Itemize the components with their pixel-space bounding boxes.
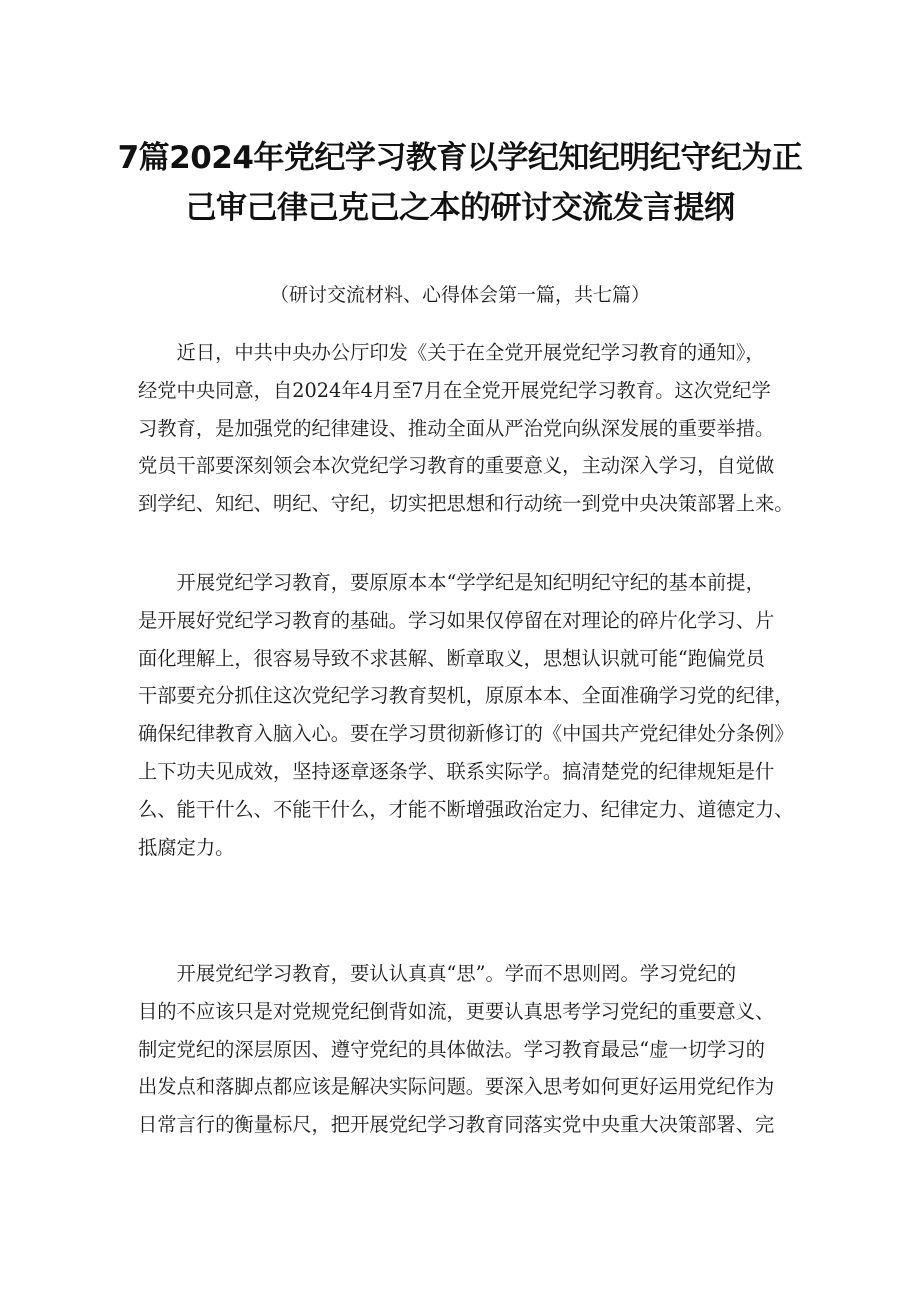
- paragraph-line: 到学纪、知纪、明纪、守纪，切实把思想和行动统一到党中央决策部署上来。: [138, 492, 794, 516]
- paragraph: [138, 334, 794, 523]
- paragraph: [138, 564, 794, 866]
- paragraph-line: 日常言行的衡量标尺，把开展党纪学习教育同落实党中央重大决策部署、完: [138, 1113, 775, 1137]
- paragraph: [138, 955, 794, 1144]
- paragraph-line: 抵腐定力。: [138, 835, 235, 859]
- paragraph-line: 制定党纪的深层原因、遵守党纪的具体做法。学习教育最忌“虚一切学习的: [138, 1037, 765, 1061]
- paragraph-line: 开展党纪学习教育，要认认真真“思”。学而不思则罔。学习党纪的: [138, 962, 737, 985]
- paragraph-line: 面化理解上，很容易导致不求甚解、断章取义，思想认识就可能“跑偏党员: [138, 646, 765, 670]
- title-line: 7篇2024年党纪学习教育以学纪知纪明纪守纪为正: [117, 139, 803, 176]
- paragraph-line: 经党中央同意，自2024年4月至7月在全党开展党纪学习教育。这次党纪学: [138, 378, 771, 402]
- paragraph-line: 党员干部要深刻领会本次党纪学习教育的重要意义，主动深入学习，自觉做: [138, 454, 775, 478]
- document-title: [110, 133, 810, 233]
- paragraph-line: 目的不应该只是对党规党纪倒背如流，更要认真思考学习党纪的重要意义、: [138, 999, 775, 1023]
- paragraph-line: 是开展好党纪学习教育的基础。学习如果仅停留在对理论的碎片化学习、片: [138, 608, 775, 632]
- paragraph-line: 么、能干什么、不能干什么，才能不断增强政治定力、纪律定力、道德定力、: [138, 797, 794, 821]
- document-subtitle: （研讨交流材料、心得体会第一篇，共七篇）: [269, 284, 650, 306]
- paragraph-line: 干部要充分抓住这次党纪学习教育契机，原原本本、全面准确学习党的纪律，: [138, 684, 794, 708]
- title-line: 己审己律己克己之本的研讨交流发言提纲: [185, 189, 735, 226]
- paragraph-line: 近日，中共中央办公厅印发《关于在全党开展党纪学习教育的通知》，: [138, 341, 765, 364]
- paragraph-line: 上下功夫见成效，坚持逐章逐条学、联系实际学。搞清楚党的纪律规矩是什: [138, 759, 775, 783]
- paragraph-line: 开展党纪学习教育，要原原本本“学学纪是知纪明纪守纪的基本前提，: [138, 571, 765, 594]
- paragraph-line: 出发点和落脚点都应该是解决实际问题。要深入思考如何更好运用党纪作为: [138, 1075, 775, 1099]
- paragraph-line: 确保纪律教育入脑入心。要在学习贯彻新修订的《中国共产党纪律处分条例》: [138, 722, 794, 746]
- paragraph-line: 习教育，是加强党的纪律建设、推动全面从严治党向纵深发展的重要举措。: [138, 416, 775, 440]
